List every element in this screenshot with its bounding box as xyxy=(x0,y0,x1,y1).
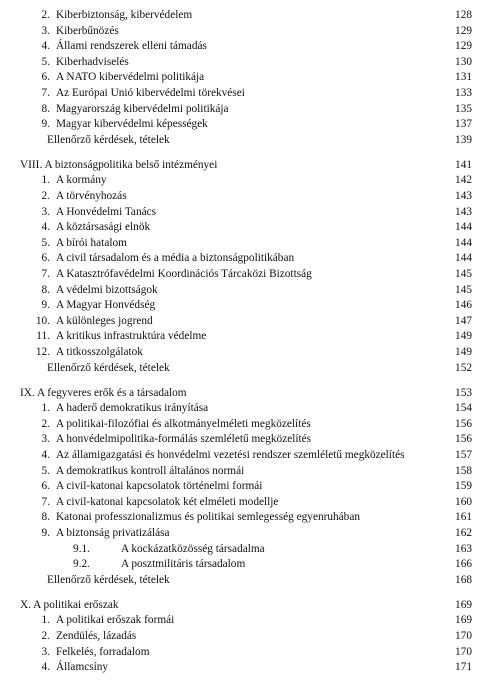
toc-entry-title: A kockázatközösség társadalma xyxy=(121,542,265,555)
toc-item-row[interactable] xyxy=(0,314,497,330)
toc-entry-title: A köztársasági elnök xyxy=(56,221,151,234)
toc-entry-title: A politikai-filozófiai és alkotmányelméleti megközelítés xyxy=(56,417,311,430)
toc-page-number: 143 xyxy=(455,205,472,218)
toc-entry-number: 8. xyxy=(41,102,50,115)
toc-page-number: 171 xyxy=(455,661,472,674)
toc-item-row[interactable] xyxy=(0,660,497,676)
toc-page-number: 129 xyxy=(455,24,472,37)
toc-entry-number: 4. xyxy=(41,661,50,674)
toc-item-row[interactable] xyxy=(0,417,497,433)
toc-page-number: 152 xyxy=(455,361,472,374)
toc-page-number: 142 xyxy=(455,174,472,187)
toc-entry-number: 3. xyxy=(41,24,50,37)
toc-page-number: 163 xyxy=(455,542,472,555)
toc-entry-title: Kiberbiztonság, kibervédelem xyxy=(56,9,193,21)
toc-page-number: 147 xyxy=(455,314,472,327)
toc-entry-number: 6. xyxy=(41,480,50,493)
toc-page-number: 144 xyxy=(455,236,472,249)
toc-entry-number: 1. xyxy=(41,174,50,187)
toc-page-number: 139 xyxy=(455,133,472,146)
toc-page-number: 156 xyxy=(455,417,472,430)
toc-sub-row[interactable] xyxy=(0,542,497,558)
toc-entry-number: 7. xyxy=(41,495,50,508)
toc-item-row[interactable] xyxy=(0,629,497,645)
toc-entry-title: Felkelés, forradalom xyxy=(56,645,150,658)
toc-chapter-row[interactable] xyxy=(0,598,497,614)
toc-entry-title: A kormány xyxy=(56,174,107,187)
toc-item-row[interactable] xyxy=(0,526,497,542)
toc-page-number: 141 xyxy=(455,158,472,171)
toc-plain-row[interactable] xyxy=(0,573,497,589)
toc-page-number: 144 xyxy=(455,252,472,265)
table-of-contents xyxy=(0,8,497,676)
toc-page-number: 133 xyxy=(455,86,472,99)
toc-entry-number: 7. xyxy=(41,268,50,280)
toc-page-number: 162 xyxy=(455,527,472,539)
toc-entry-number: 9.2. xyxy=(73,558,90,571)
section-gap xyxy=(0,148,497,158)
toc-item-row[interactable] xyxy=(0,173,497,189)
toc-entry-title: A NATO kibervédelmi politikája xyxy=(56,71,205,84)
toc-entry-number: 10. xyxy=(35,314,50,327)
toc-entry-number: 2. xyxy=(41,190,50,203)
toc-item-row[interactable] xyxy=(0,401,497,417)
toc-entry-number: 8. xyxy=(41,283,50,296)
toc-entry-title: A bírói hatalom xyxy=(56,236,127,249)
toc-entry-number: 9. xyxy=(41,118,50,131)
toc-entry-title: A Honvédelmi Tanács xyxy=(56,205,157,218)
toc-item-row[interactable] xyxy=(0,86,497,102)
toc-item-row[interactable] xyxy=(0,205,497,221)
toc-chapter-title: IX. A fegyveres erők és a társadalom xyxy=(20,386,187,399)
toc-entry-title: A demokratikus kontroll általános normái xyxy=(56,464,245,477)
toc-item-row[interactable] xyxy=(0,495,497,511)
toc-entry-number: 11. xyxy=(36,330,50,343)
toc-page-number: 170 xyxy=(455,630,472,643)
toc-entry-number: 4. xyxy=(41,40,50,53)
toc-entry-title: A civil-katonai kapcsolatok történelmi formái xyxy=(56,480,263,493)
toc-entry-title: Magyarország kibervédelmi politikája xyxy=(56,102,229,115)
toc-entry-number: 1. xyxy=(41,614,50,627)
toc-page-number: 158 xyxy=(455,464,472,477)
toc-page-number: 137 xyxy=(455,118,472,131)
toc-item-row[interactable] xyxy=(0,102,497,118)
toc-entry-title: A civil társadalom és a média a biztonságpolitikában xyxy=(56,252,295,265)
toc-item-row[interactable] xyxy=(0,220,497,236)
toc-entry-number: 4. xyxy=(41,449,50,462)
toc-entry-title: A civil-katonai kapcsolatok két elméleti modellje xyxy=(56,495,279,508)
toc-page-number: 153 xyxy=(455,386,472,399)
toc-page-number: 154 xyxy=(455,402,472,415)
toc-item-row[interactable] xyxy=(0,189,497,205)
toc-item-row[interactable] xyxy=(0,70,497,86)
toc-entry-title: A védelmi bizottságok xyxy=(56,283,158,296)
toc-entry-number: 2. xyxy=(41,9,50,21)
toc-item-row[interactable] xyxy=(0,117,497,133)
toc-item-row[interactable] xyxy=(0,329,497,345)
toc-entry-number: 9. xyxy=(41,527,50,539)
toc-page-number: 149 xyxy=(455,330,472,343)
toc-entry-title: A kritikus infrastruktúra védelme xyxy=(56,330,207,343)
toc-page-number: 145 xyxy=(455,283,472,296)
toc-page-number: 169 xyxy=(455,598,472,611)
toc-entry-title: Az Európai Unió kibervédelmi törekvései xyxy=(56,86,245,99)
toc-entry-number: 5. xyxy=(41,236,50,249)
toc-sub-row[interactable] xyxy=(0,557,497,573)
toc-entry-number: 2. xyxy=(41,417,50,430)
toc-item-row[interactable] xyxy=(0,8,497,24)
toc-item-row[interactable] xyxy=(0,55,497,71)
toc-item-row[interactable] xyxy=(0,613,497,629)
toc-entry-title: Kiberhadviselés xyxy=(56,55,129,68)
toc-entry-title: Államcsíny xyxy=(56,661,109,674)
toc-entry-title: Állami rendszerek elleni támadás xyxy=(56,40,207,53)
toc-entry-title: Magyar kibervédelmi képességek xyxy=(56,118,208,131)
toc-plain-row[interactable] xyxy=(0,133,497,149)
toc-page-number: 129 xyxy=(455,40,472,53)
toc-page-number: 160 xyxy=(455,495,472,508)
toc-entry-number: 2. xyxy=(41,630,50,643)
toc-page-number: 159 xyxy=(455,480,472,493)
toc-item-row[interactable] xyxy=(0,283,497,299)
toc-item-row[interactable] xyxy=(0,24,497,40)
toc-entry-number: 3. xyxy=(41,205,50,218)
toc-page-number: 169 xyxy=(455,614,472,627)
toc-page-number: 144 xyxy=(455,221,472,234)
toc-item-row[interactable] xyxy=(0,479,497,495)
toc-page-number: 166 xyxy=(455,558,472,571)
toc-entry-title: A titkosszolgálatok xyxy=(56,345,143,358)
toc-item-row[interactable] xyxy=(0,39,497,55)
toc-item-row[interactable] xyxy=(0,464,497,480)
toc-entry-number: 8. xyxy=(41,511,50,524)
toc-page-number: 170 xyxy=(455,645,472,658)
toc-entry-title: A posztmilitáris társadalom xyxy=(121,558,246,571)
toc-chapter-row[interactable] xyxy=(0,158,497,174)
toc-chapter-title: VIII. A biztonságpolitika belső intézményei xyxy=(20,158,218,171)
toc-page-number: 130 xyxy=(455,55,472,68)
toc-entry-number: 6. xyxy=(41,252,50,265)
toc-entry-title: Ellenőrző kérdések, tételek xyxy=(47,573,170,586)
section-gap xyxy=(0,588,497,598)
toc-entry-number: 9. xyxy=(41,299,50,312)
toc-entry-title: A különleges jogrend xyxy=(56,314,153,327)
toc-chapter-title: X. A politikai erőszak xyxy=(20,598,119,611)
toc-page-number: 156 xyxy=(455,433,472,446)
toc-item-row[interactable] xyxy=(0,510,497,526)
toc-entry-number: 9.1. xyxy=(73,542,90,555)
toc-entry-title: A Magyar Honvédség xyxy=(56,299,156,312)
toc-page-number: 146 xyxy=(455,299,472,312)
toc-item-row[interactable] xyxy=(0,267,497,283)
toc-page-number: 168 xyxy=(455,573,472,586)
toc-plain-row[interactable] xyxy=(0,361,497,377)
toc-entry-title: A politikai erőszak formái xyxy=(56,614,175,627)
toc-entry-title: A Katasztrófavédelmi Koordinációs Tárcaközi Bizottság xyxy=(56,268,312,280)
toc-entry-number: 3. xyxy=(41,645,50,658)
toc-entry-number: 5. xyxy=(41,55,50,68)
toc-entry-number: 12. xyxy=(35,345,50,358)
toc-entry-title: Zendülés, lázadás xyxy=(56,630,137,643)
toc-item-row[interactable] xyxy=(0,298,497,314)
toc-item-row[interactable] xyxy=(0,251,497,267)
toc-entry-title: Ellenőrző kérdések, tételek xyxy=(47,133,170,146)
toc-item-row[interactable] xyxy=(0,432,497,448)
toc-entry-title: A haderő demokratikus irányítása xyxy=(56,402,209,415)
toc-entry-number: 3. xyxy=(41,433,50,446)
toc-entry-title: A honvédelmipolitika-formálás szemléletű megközelítés xyxy=(56,433,312,446)
toc-item-row[interactable] xyxy=(0,448,497,464)
toc-page-number: 131 xyxy=(455,71,472,84)
toc-item-row[interactable] xyxy=(0,645,497,661)
toc-entry-title: Kiberbűnözés xyxy=(56,24,119,37)
toc-entry-number: 4. xyxy=(41,221,50,234)
toc-entry-number: 5. xyxy=(41,464,50,477)
section-gap xyxy=(0,376,497,386)
toc-item-row[interactable] xyxy=(0,345,497,361)
toc-page-number: 145 xyxy=(455,268,472,280)
toc-entry-title: Katonai professzionalizmus és politikai semlegesség egyenruhában xyxy=(56,511,360,524)
toc-item-row[interactable] xyxy=(0,236,497,252)
toc-entry-title: Ellenőrző kérdések, tételek xyxy=(47,361,170,374)
toc-entry-number: 7. xyxy=(41,86,50,99)
toc-page-number: 161 xyxy=(455,511,472,524)
toc-entry-number: 6. xyxy=(41,71,50,84)
toc-page-number: 135 xyxy=(455,102,472,115)
toc-entry-number: 1. xyxy=(41,402,50,415)
toc-entry-title: A törvényhozás xyxy=(56,190,127,203)
toc-chapter-row[interactable] xyxy=(0,386,497,402)
toc-page-number: 128 xyxy=(455,9,472,21)
toc-entry-title: Az államigazgatási és honvédelmi vezetési rendszer szemléletű megközelítés xyxy=(56,449,405,462)
toc-entry-title: A biztonság privatizálása xyxy=(56,527,170,539)
toc-page-number: 157 xyxy=(455,449,472,462)
toc-page-number: 149 xyxy=(455,345,472,358)
toc-page-number: 143 xyxy=(455,190,472,203)
